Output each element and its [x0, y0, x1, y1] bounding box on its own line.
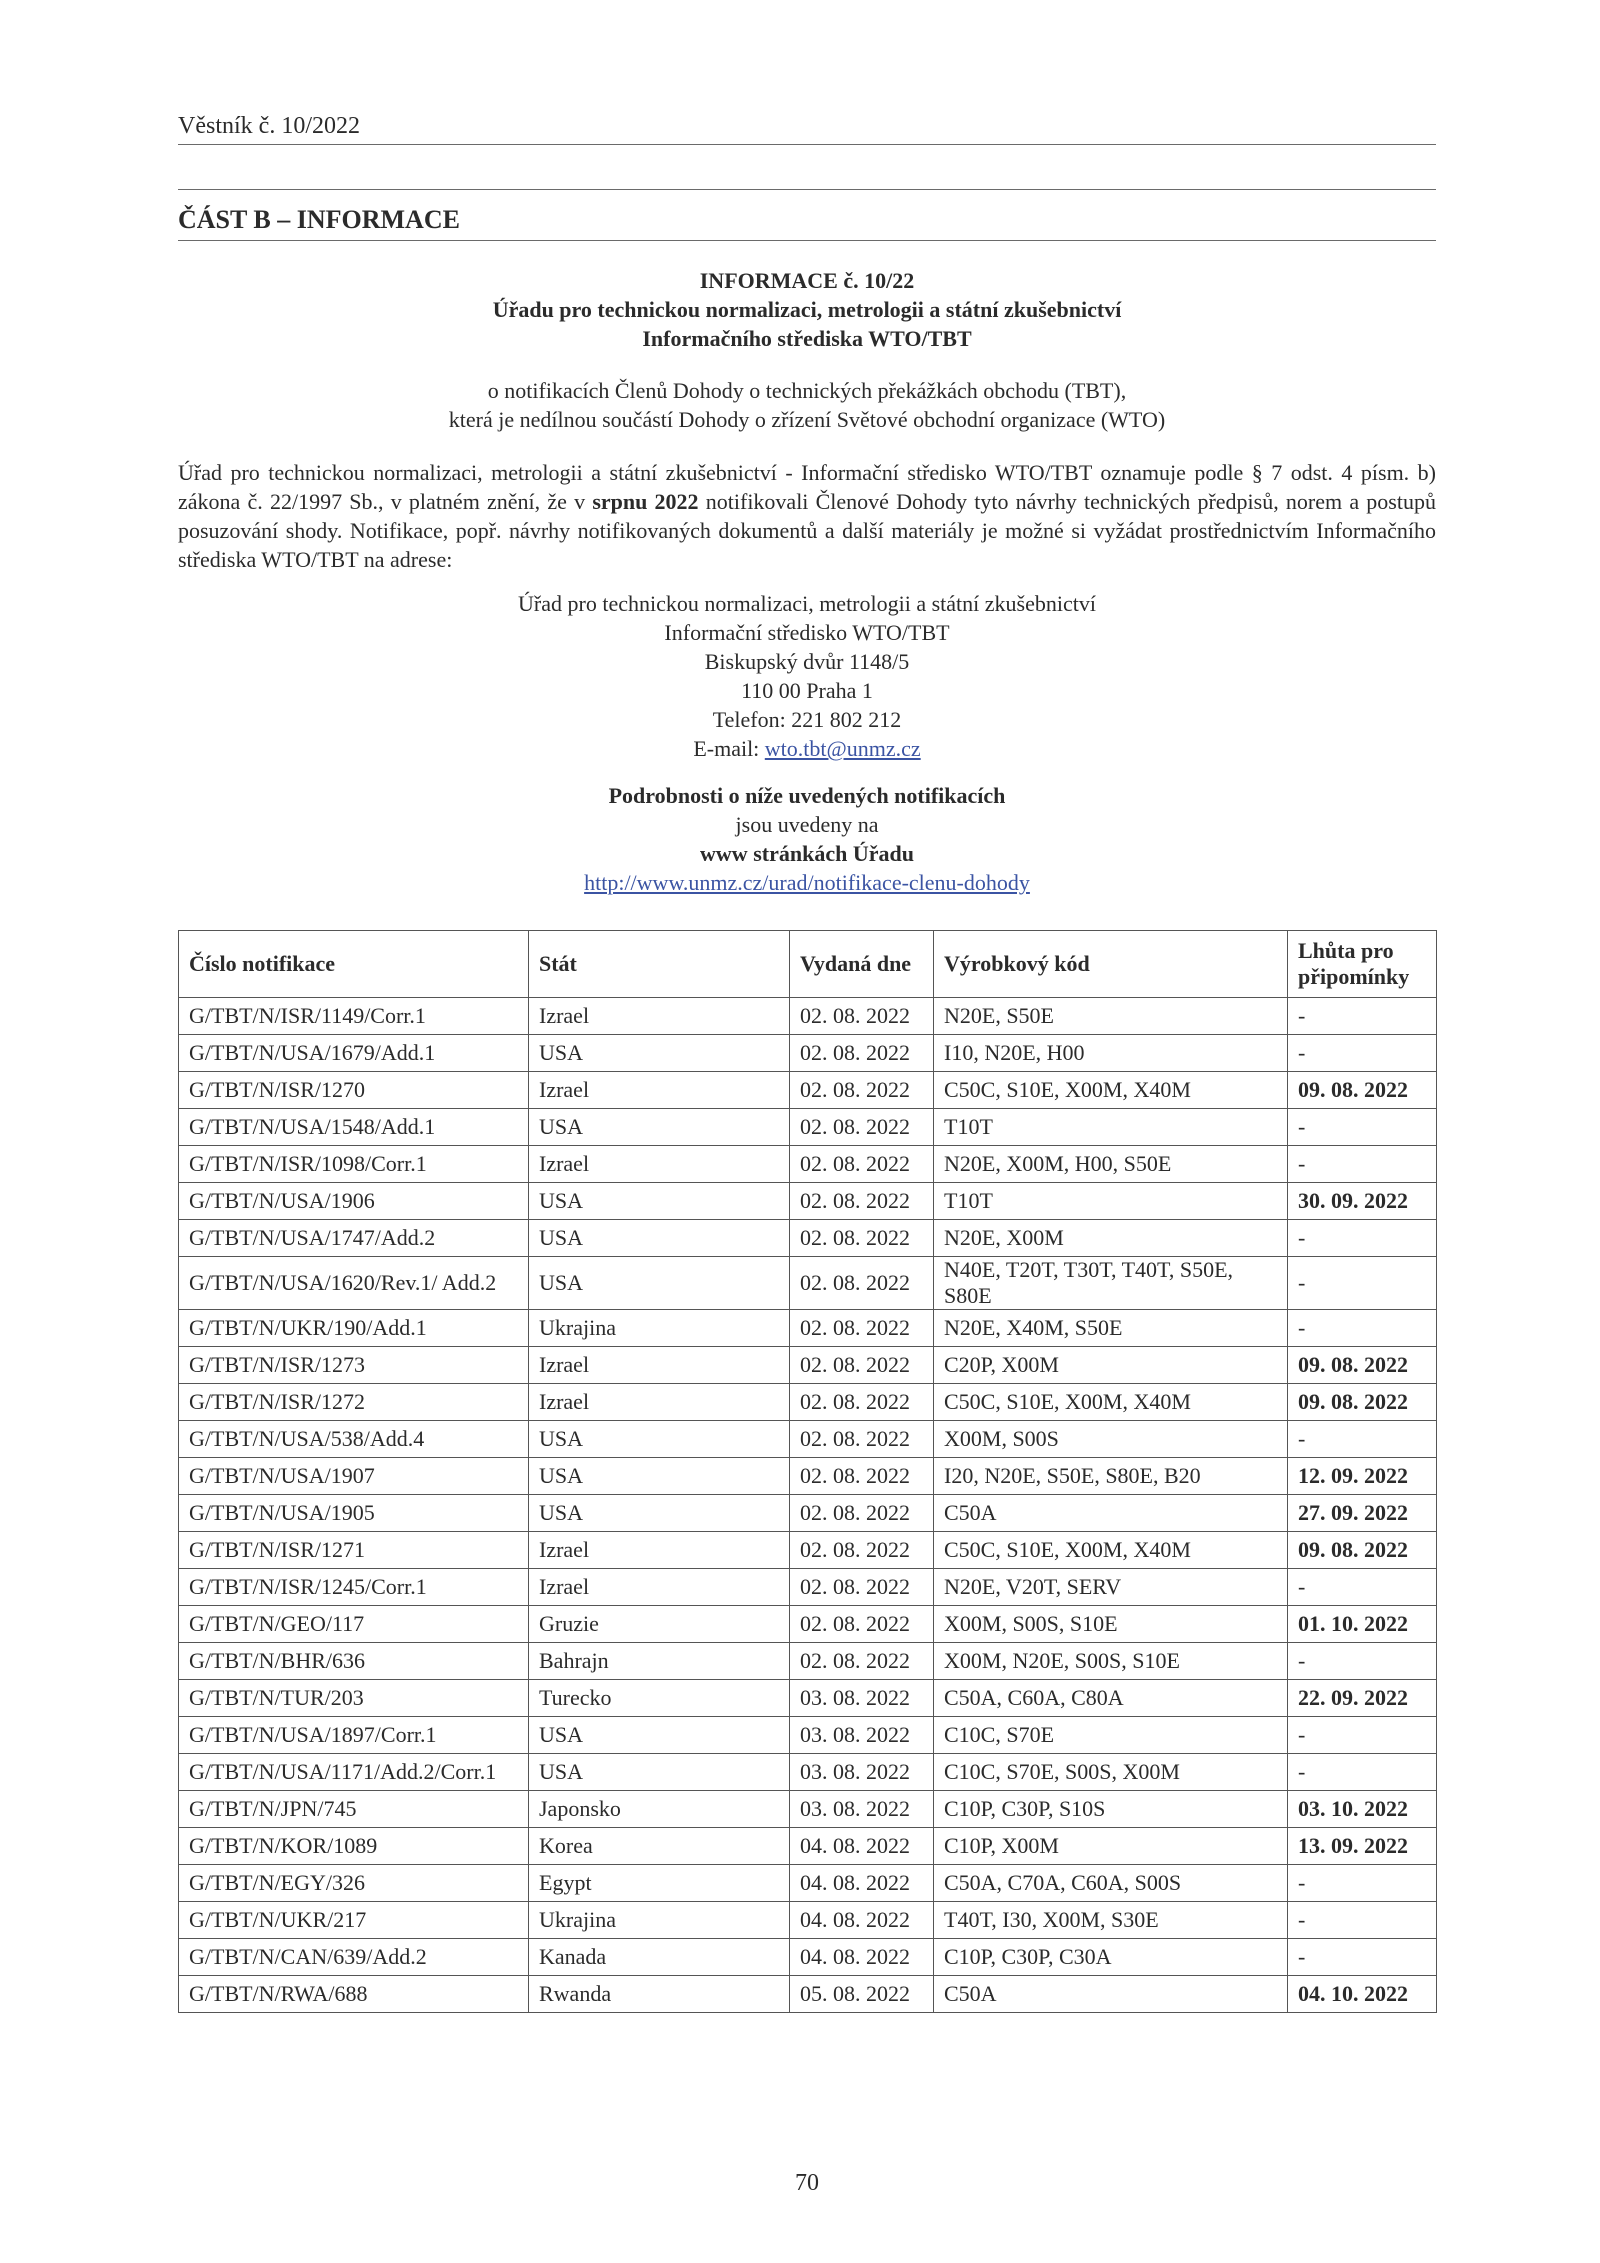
cell-issued: 04. 08. 2022: [790, 1865, 934, 1902]
intro-paragraph: [178, 458, 1436, 574]
cell-deadline: -: [1288, 1146, 1437, 1183]
cell-product-code: T40T, I30, X00M, S30E: [934, 1902, 1288, 1939]
cell-deadline: 30. 09. 2022: [1288, 1183, 1437, 1220]
cell-number: G/TBT/N/TUR/203: [179, 1680, 529, 1717]
cell-issued: 03. 08. 2022: [790, 1717, 934, 1754]
cell-product-code: N20E, X40M, S50E: [934, 1310, 1288, 1347]
cell-issued: 03. 08. 2022: [790, 1754, 934, 1791]
table-row: [179, 1146, 1437, 1183]
table-row: [179, 1939, 1437, 1976]
cell-deadline: 27. 09. 2022: [1288, 1495, 1437, 1532]
cell-deadline: 09. 08. 2022: [1288, 1347, 1437, 1384]
cell-deadline: -: [1288, 1421, 1437, 1458]
info-title-block: [178, 266, 1436, 353]
cell-country: Korea: [529, 1828, 790, 1865]
cell-issued: 02. 08. 2022: [790, 1257, 934, 1310]
cell-country: Gruzie: [529, 1606, 790, 1643]
cell-issued: 02. 08. 2022: [790, 1606, 934, 1643]
cell-country: Japonsko: [529, 1791, 790, 1828]
cell-issued: 02. 08. 2022: [790, 1532, 934, 1569]
col-header-number: Číslo notifikace: [179, 931, 529, 998]
cell-product-code: C50A: [934, 1495, 1288, 1532]
cell-product-code: N20E, X00M, H00, S50E: [934, 1146, 1288, 1183]
table-body: [179, 998, 1437, 2013]
cell-country: USA: [529, 1109, 790, 1146]
section-rule-top: [178, 189, 1436, 190]
cell-number: G/TBT/N/UKR/217: [179, 1902, 529, 1939]
cell-product-code: C10C, S70E, S00S, X00M: [934, 1754, 1288, 1791]
cell-country: USA: [529, 1035, 790, 1072]
cell-product-code: X00M, S00S, S10E: [934, 1606, 1288, 1643]
cell-number: G/TBT/N/ISR/1098/Corr.1: [179, 1146, 529, 1183]
cell-deadline: 04. 10. 2022: [1288, 1976, 1437, 2013]
cell-deadline: -: [1288, 1109, 1437, 1146]
cell-number: G/TBT/N/USA/1907: [179, 1458, 529, 1495]
table-row: [179, 1109, 1437, 1146]
cell-deadline: -: [1288, 1310, 1437, 1347]
table-row: [179, 1257, 1437, 1310]
table-row: [179, 1902, 1437, 1939]
cell-number: G/TBT/N/ISR/1273: [179, 1347, 529, 1384]
cell-product-code: C50A, C70A, C60A, S00S: [934, 1865, 1288, 1902]
running-head: Věstník č. 10/2022: [178, 113, 360, 139]
cell-issued: 02. 08. 2022: [790, 1035, 934, 1072]
cell-country: USA: [529, 1257, 790, 1310]
cell-issued: 02. 08. 2022: [790, 1183, 934, 1220]
cell-deadline: -: [1288, 1939, 1437, 1976]
cell-deadline: -: [1288, 1717, 1437, 1754]
cell-product-code: I10, N20E, H00: [934, 1035, 1288, 1072]
cell-country: Turecko: [529, 1680, 790, 1717]
cell-country: Izrael: [529, 1569, 790, 1606]
cell-country: USA: [529, 1495, 790, 1532]
cell-country: Izrael: [529, 1347, 790, 1384]
cell-issued: 02. 08. 2022: [790, 1384, 934, 1421]
cell-product-code: C50A, C60A, C80A: [934, 1680, 1288, 1717]
cell-issued: 02. 08. 2022: [790, 1072, 934, 1109]
table-row: [179, 1532, 1437, 1569]
cell-deadline: 12. 09. 2022: [1288, 1458, 1437, 1495]
intro-text-2: notifikovali Členové Dohody tyto návrhy technických předpisů, norem a postupů posuzování shody. Notifikace, popř. návrhy notifikovaných dokumentů a další materiály je možné si vyžádat prostřednictvím Informačního střediska WTO/TBT na adrese:: [178, 489, 1436, 572]
table-row: [179, 1865, 1437, 1902]
cell-product-code: I20, N20E, S50E, S80E, B20: [934, 1458, 1288, 1495]
cell-deadline: 13. 09. 2022: [1288, 1828, 1437, 1865]
table-row: [179, 1643, 1437, 1680]
cell-country: Izrael: [529, 1532, 790, 1569]
table-row: [179, 1183, 1437, 1220]
cell-number: G/TBT/N/USA/1171/Add.2/Corr.1: [179, 1754, 529, 1791]
cell-deadline: -: [1288, 1220, 1437, 1257]
table-row: [179, 1495, 1437, 1532]
cell-issued: 04. 08. 2022: [790, 1828, 934, 1865]
cell-issued: 04. 08. 2022: [790, 1939, 934, 1976]
table-row: [179, 1680, 1437, 1717]
col-header-deadline: Lhůta pro připomínky: [1288, 931, 1437, 998]
cell-number: G/TBT/N/USA/1905: [179, 1495, 529, 1532]
cell-country: USA: [529, 1458, 790, 1495]
info-title: INFORMACE č. 10/22: [699, 268, 915, 293]
cell-country: Egypt: [529, 1865, 790, 1902]
address-line2: Informační středisko WTO/TBT: [664, 620, 950, 645]
cell-deadline: 09. 08. 2022: [1288, 1384, 1437, 1421]
cell-country: USA: [529, 1717, 790, 1754]
details-block: [178, 781, 1436, 897]
table-row: [179, 1072, 1437, 1109]
address-email-line: [178, 734, 1436, 763]
cell-product-code: N40E, T20T, T30T, T40T, S50E, S80E: [934, 1257, 1288, 1310]
cell-country: USA: [529, 1754, 790, 1791]
cell-number: G/TBT/N/USA/1548/Add.1: [179, 1109, 529, 1146]
cell-product-code: C50C, S10E, X00M, X40M: [934, 1072, 1288, 1109]
cell-country: USA: [529, 1220, 790, 1257]
table-row: [179, 1717, 1437, 1754]
cell-deadline: 03. 10. 2022: [1288, 1791, 1437, 1828]
cell-country: Izrael: [529, 1146, 790, 1183]
cell-country: Izrael: [529, 1384, 790, 1421]
intro-bold-month: srpnu 2022: [592, 489, 699, 514]
notifications-table: [178, 930, 1437, 2013]
cell-product-code: X00M, N20E, S00S, S10E: [934, 1643, 1288, 1680]
table-row: [179, 1458, 1437, 1495]
cell-issued: 02. 08. 2022: [790, 1495, 934, 1532]
cell-product-code: C10P, C30P, C30A: [934, 1939, 1288, 1976]
cell-issued: 02. 08. 2022: [790, 998, 934, 1035]
cell-issued: 05. 08. 2022: [790, 1976, 934, 2013]
cell-issued: 02. 08. 2022: [790, 1421, 934, 1458]
table-header-row: [179, 931, 1437, 998]
cell-country: USA: [529, 1183, 790, 1220]
intro-text-1: Úřad pro technickou normalizaci, metrologii a státní zkušebnictví - Informační středisko WTO/TBT oznamuje podle § 7 odst. 4 písm. b) zákona č. 22/1997 Sb., v platném znění, že v: [178, 460, 1436, 514]
table-row: [179, 1791, 1437, 1828]
section-rule-bottom: [178, 240, 1436, 241]
info-center: Informačního střediska WTO/TBT: [642, 326, 972, 351]
cell-country: Izrael: [529, 1072, 790, 1109]
cell-product-code: N20E, S50E: [934, 998, 1288, 1035]
cell-product-code: N20E, V20T, SERV: [934, 1569, 1288, 1606]
cell-issued: 02. 08. 2022: [790, 1347, 934, 1384]
address-line3: Biskupský dvůr 1148/5: [704, 649, 910, 674]
info-subtitle-line2: která je nedílnou součástí Dohody o zřízení Světové obchodní organizace (WTO): [448, 407, 1166, 432]
cell-deadline: -: [1288, 1569, 1437, 1606]
cell-number: G/TBT/N/EGY/326: [179, 1865, 529, 1902]
address-phone: Telefon: 221 802 212: [712, 707, 902, 732]
cell-number: G/TBT/N/USA/1620/Rev.1/ Add.2: [179, 1257, 529, 1310]
cell-deadline: 09. 08. 2022: [1288, 1532, 1437, 1569]
cell-number: G/TBT/N/RWA/688: [179, 1976, 529, 2013]
cell-number: G/TBT/N/GEO/117: [179, 1606, 529, 1643]
cell-deadline: 01. 10. 2022: [1288, 1606, 1437, 1643]
table-row: [179, 1384, 1437, 1421]
info-subtitle-line1: o notifikacích Členů Dohody o technických překážkách obchodu (TBT),: [487, 378, 1127, 403]
details-url-link[interactable]: http://www.unmz.cz/urad/notifikace-clenu-dohody: [584, 870, 1030, 895]
cell-country: Ukrajina: [529, 1310, 790, 1347]
cell-product-code: C10C, S70E: [934, 1717, 1288, 1754]
cell-issued: 03. 08. 2022: [790, 1791, 934, 1828]
cell-issued: 03. 08. 2022: [790, 1680, 934, 1717]
details-line2: jsou uvedeny na: [735, 812, 879, 837]
cell-number: G/TBT/N/ISR/1149/Corr.1: [179, 998, 529, 1035]
cell-country: Kanada: [529, 1939, 790, 1976]
cell-number: G/TBT/N/USA/1747/Add.2: [179, 1220, 529, 1257]
email-link[interactable]: wto.tbt@unmz.cz: [764, 736, 921, 761]
cell-product-code: C50C, S10E, X00M, X40M: [934, 1532, 1288, 1569]
cell-issued: 02. 08. 2022: [790, 1643, 934, 1680]
col-header-issued: Vydaná dne: [790, 931, 934, 998]
table-row: [179, 998, 1437, 1035]
cell-deadline: -: [1288, 1257, 1437, 1310]
details-line3: www stránkách Úřadu: [700, 841, 914, 866]
cell-country: Ukrajina: [529, 1902, 790, 1939]
cell-number: G/TBT/N/USA/1897/Corr.1: [179, 1717, 529, 1754]
cell-number: G/TBT/N/USA/1679/Add.1: [179, 1035, 529, 1072]
cell-deadline: 22. 09. 2022: [1288, 1680, 1437, 1717]
details-line1: Podrobnosti o níže uvedených notifikacích: [608, 783, 1006, 808]
table-row: [179, 1310, 1437, 1347]
cell-number: G/TBT/N/ISR/1272: [179, 1384, 529, 1421]
cell-number: G/TBT/N/ISR/1245/Corr.1: [179, 1569, 529, 1606]
cell-product-code: T10T: [934, 1109, 1288, 1146]
info-issuer: Úřadu pro technickou normalizaci, metrologii a státní zkušebnictví: [492, 297, 1122, 322]
cell-deadline: 09. 08. 2022: [1288, 1072, 1437, 1109]
cell-number: G/TBT/N/ISR/1270: [179, 1072, 529, 1109]
table-row: [179, 1606, 1437, 1643]
table-row: [179, 1754, 1437, 1791]
cell-issued: 02. 08. 2022: [790, 1109, 934, 1146]
table-row: [179, 1976, 1437, 2013]
section-title: ČÁST B – INFORMACE: [178, 205, 460, 234]
cell-issued: 02. 08. 2022: [790, 1458, 934, 1495]
cell-product-code: C50A: [934, 1976, 1288, 2013]
cell-product-code: N20E, X00M: [934, 1220, 1288, 1257]
cell-number: G/TBT/N/CAN/639/Add.2: [179, 1939, 529, 1976]
cell-country: Rwanda: [529, 1976, 790, 2013]
cell-number: G/TBT/N/USA/538/Add.4: [179, 1421, 529, 1458]
cell-deadline: -: [1288, 1643, 1437, 1680]
cell-issued: 02. 08. 2022: [790, 1146, 934, 1183]
cell-deadline: -: [1288, 998, 1437, 1035]
cell-deadline: -: [1288, 1754, 1437, 1791]
address-line4: 110 00 Praha 1: [741, 678, 873, 703]
cell-issued: 04. 08. 2022: [790, 1902, 934, 1939]
cell-product-code: C20P, X00M: [934, 1347, 1288, 1384]
cell-issued: 02. 08. 2022: [790, 1569, 934, 1606]
cell-product-code: C10P, C30P, S10S: [934, 1791, 1288, 1828]
cell-product-code: X00M, S00S: [934, 1421, 1288, 1458]
address-line1: Úřad pro technickou normalizaci, metrologii a státní zkušebnictví: [518, 591, 1096, 616]
table-row: [179, 1220, 1437, 1257]
email-label: E-mail:: [693, 736, 765, 761]
cell-number: G/TBT/N/BHR/636: [179, 1643, 529, 1680]
cell-number: G/TBT/N/KOR/1089: [179, 1828, 529, 1865]
cell-issued: 02. 08. 2022: [790, 1310, 934, 1347]
cell-product-code: T10T: [934, 1183, 1288, 1220]
cell-country: Izrael: [529, 998, 790, 1035]
address-block: [178, 589, 1436, 763]
cell-country: USA: [529, 1421, 790, 1458]
cell-issued: 02. 08. 2022: [790, 1220, 934, 1257]
info-subtitle-block: [178, 376, 1436, 434]
cell-product-code: C10P, X00M: [934, 1828, 1288, 1865]
cell-deadline: -: [1288, 1865, 1437, 1902]
cell-country: Bahrajn: [529, 1643, 790, 1680]
table-row: [179, 1828, 1437, 1865]
col-header-country: Stát: [529, 931, 790, 998]
cell-deadline: -: [1288, 1902, 1437, 1939]
col-header-product-code: Výrobkový kód: [934, 931, 1288, 998]
table-row: [179, 1421, 1437, 1458]
cell-product-code: C50C, S10E, X00M, X40M: [934, 1384, 1288, 1421]
cell-number: G/TBT/N/ISR/1271: [179, 1532, 529, 1569]
table-row: [179, 1569, 1437, 1606]
cell-number: G/TBT/N/UKR/190/Add.1: [179, 1310, 529, 1347]
cell-number: G/TBT/N/USA/1906: [179, 1183, 529, 1220]
table-row: [179, 1347, 1437, 1384]
header-rule: [178, 144, 1436, 145]
cell-deadline: -: [1288, 1035, 1437, 1072]
cell-number: G/TBT/N/JPN/745: [179, 1791, 529, 1828]
table-row: [179, 1035, 1437, 1072]
page-number: 70: [795, 2170, 819, 2196]
